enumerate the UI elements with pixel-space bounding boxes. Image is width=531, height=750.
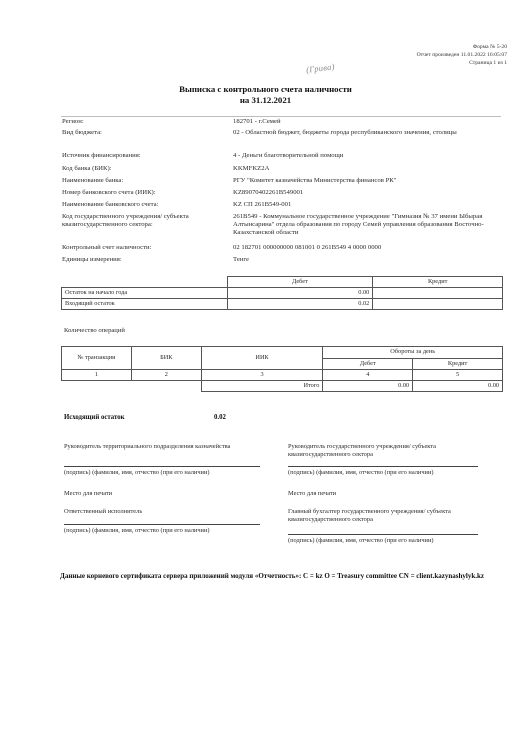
col-iik: ИИК xyxy=(201,347,323,370)
info-value: KKMFKZ2A xyxy=(233,165,270,172)
stamp-place-label: Место для печати xyxy=(64,490,113,497)
signature-line xyxy=(288,466,478,467)
debit-header: Дебет xyxy=(227,277,373,288)
info-value: Тенге xyxy=(233,256,249,263)
total-row xyxy=(62,381,503,392)
debit-cell: 0.02 xyxy=(227,299,373,310)
signature-line xyxy=(64,524,260,525)
col-num: 1 xyxy=(62,370,132,381)
debit-cell: 0.00 xyxy=(227,288,373,299)
info-value: 02 - Областной бюджет, бюджеты города республиканского значения, столицы xyxy=(233,129,457,136)
info-label: Код государственного учреждения/ субъекта квазигосударственного сектора: xyxy=(62,213,189,229)
col-transaction-number: № транзакции xyxy=(62,347,132,370)
info-label: Наименование банка: xyxy=(62,177,124,184)
info-label: Источник финансирования: xyxy=(62,152,141,159)
outgoing-balance-label: Исходящий остаток xyxy=(64,414,125,421)
table-header-row xyxy=(62,347,503,359)
form-number: Форма № 5-20 xyxy=(472,44,507,50)
col-num: 5 xyxy=(413,370,503,381)
info-separator xyxy=(61,116,501,117)
certificate-info: Данные корневого сертификата сервера приложений модуля «Отчетность»: C = kz O = Treasury committee CN = client.kazynashylyk.kz xyxy=(60,572,484,580)
balance-table xyxy=(61,276,503,310)
signature-caption: (подпись) (фамилия, имя, отчество (при его наличии) xyxy=(288,537,434,544)
info-label: Единицы измерения: xyxy=(62,256,122,263)
empty-header-cell xyxy=(62,277,228,288)
page-number: Страница 1 из 1 xyxy=(469,59,507,66)
total-credit: 0.00 xyxy=(413,381,503,392)
operations-table xyxy=(61,346,503,392)
col-num: 3 xyxy=(201,370,323,381)
signature-caption: (подпись) (фамилия, имя, отчество (при его наличии) xyxy=(288,469,434,476)
empty-cell xyxy=(131,381,201,392)
row-label: Входящий остаток xyxy=(62,299,228,310)
signature-caption: (подпись) (фамилия, имя, отчество (при его наличии) xyxy=(64,527,210,534)
col-daily-turnover: Обороты за день xyxy=(323,347,503,359)
info-value: 02 182701 000000000 081001 0 261B549 4 0000 0000 xyxy=(233,244,382,251)
credit-header: Кредит xyxy=(373,277,503,288)
info-label: Вид бюджета: xyxy=(62,129,102,136)
credit-cell xyxy=(373,288,503,299)
institution-head-label: Руководитель государственного учреждения/ субъекта квазигосударственного сектора xyxy=(288,443,437,458)
title-line-1: Выписка с контрольного счета наличности xyxy=(179,84,352,94)
info-label: Контрольный счет наличности: xyxy=(62,244,152,251)
signature-line xyxy=(64,466,260,467)
title-line-2: на 31.12.2021 xyxy=(239,95,292,106)
handwritten-stamp: (Грива) xyxy=(305,61,336,75)
credit-cell xyxy=(373,299,503,310)
col-num: 2 xyxy=(131,370,201,381)
generated-at: Отчет произведен 11.01.2022 16:05:07 xyxy=(416,51,507,58)
table-row xyxy=(62,299,503,310)
signature-caption: (подпись) (фамилия, имя, отчество (при его наличии) xyxy=(64,469,210,476)
chief-accountant-label: Главный бухгалтер государственного учреждения/ субъекта квазигосударственного сектора xyxy=(288,508,451,523)
col-bik: БИК xyxy=(131,347,201,370)
operations-count-label: Количество операций xyxy=(64,327,125,334)
info-label: Код банка (БИК): xyxy=(62,165,112,172)
info-value: 261B549 - Коммунальное государственное учреждение "Гимназия № 37 имени Ыбырая Алтынсарина" отдела образования по городу Семей управления образования Восточно-Казахстанской области xyxy=(233,213,484,237)
info-value: РГУ "Комитет казначейства Министерства финансов РК" xyxy=(233,177,397,184)
col-debit: Дебет xyxy=(323,358,413,370)
info-value: KZ СП 261B549-001 xyxy=(233,201,292,208)
table-header-row xyxy=(62,277,503,288)
column-number-row xyxy=(62,370,503,381)
executor-label: Ответственный исполнитель xyxy=(64,508,143,515)
outgoing-balance-value: 0.02 xyxy=(214,414,226,421)
signature-line xyxy=(288,534,478,535)
total-debit: 0.00 xyxy=(323,381,413,392)
empty-cell xyxy=(62,381,132,392)
form-meta xyxy=(417,44,507,67)
total-label: Итого xyxy=(201,381,323,392)
info-value: KZ89070402261B549001 xyxy=(233,189,304,196)
info-label: Наименование банковского счета: xyxy=(62,201,159,208)
col-credit: Кредит xyxy=(413,358,503,370)
treasury-head-label: Руководитель территориального подразделения казначейства xyxy=(64,443,231,450)
row-label: Остаток на начало года xyxy=(62,288,228,299)
info-label: Номер банковского счета (ИИК): xyxy=(62,189,156,196)
table-row xyxy=(62,288,503,299)
info-value: 182701 - г.Семей xyxy=(233,118,281,125)
info-value: 4 - Деньги благотворительной помощи xyxy=(233,152,344,159)
info-label: Регион: xyxy=(62,118,84,125)
col-num: 4 xyxy=(323,370,413,381)
stamp-place-label: Место для печати xyxy=(288,490,337,497)
document-title xyxy=(0,84,531,106)
